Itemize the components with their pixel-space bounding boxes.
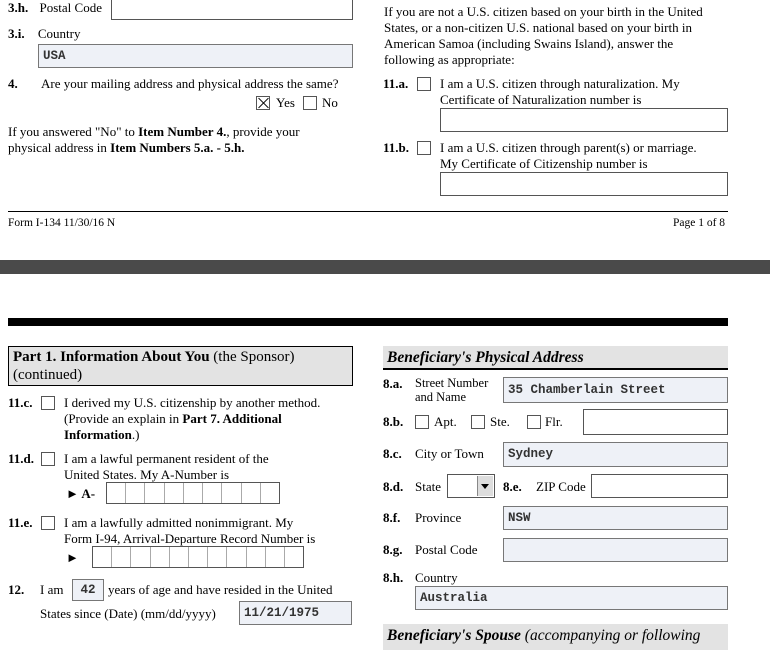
item-11c-text: .)	[131, 427, 140, 442]
item-12-text-line2: States since (Date) (mm/dd/yyyy)	[40, 606, 216, 621]
apt-checkbox[interactable]	[415, 415, 429, 429]
ste-checkbox[interactable]	[471, 415, 485, 429]
question-text: Are your mailing address and physical address the same?	[41, 76, 339, 91]
a-number-prefix: ► A-	[66, 486, 96, 501]
spouse-header-title: Beneficiary's Spouse	[387, 627, 521, 644]
resided-since-date-field[interactable]: 11/21/1975	[239, 601, 352, 625]
page-top-rule	[8, 318, 728, 326]
item-11e-text-line2: Form I-94, Arrival-Departure Record Number is	[64, 531, 316, 546]
street-label-line1: Street Number	[415, 376, 489, 390]
street-label-line2: and Name	[415, 390, 467, 404]
item-11c-text-line3	[64, 427, 139, 443]
item-3h	[8, 0, 102, 16]
citizenship-number-field[interactable]	[440, 172, 728, 196]
item-11c-text: (Provide an explain in	[64, 411, 183, 426]
age-field[interactable]: 42	[72, 579, 104, 601]
citizenship-checkbox[interactable]	[417, 141, 431, 155]
item-number: 8.g.	[383, 542, 403, 557]
spouse-header-subtitle: (accompanying or following	[520, 627, 701, 644]
item-number: 11.c.	[8, 395, 33, 410]
country-field[interactable]: USA	[38, 44, 353, 68]
zip-code-field[interactable]	[591, 474, 728, 498]
postal-code-field[interactable]	[111, 0, 353, 20]
item-number: 8.c.	[383, 446, 402, 461]
note-bold: Item Number 4.	[138, 124, 227, 139]
part-continued: (continued)	[13, 367, 83, 383]
item-11a-text-line1: I am a U.S. citizen through naturalization. My	[440, 76, 680, 91]
part-title: Part 1. Information About You	[13, 349, 210, 365]
instruction-note-line1	[8, 124, 300, 140]
item-12-text-post: years of age and have resided in the United	[108, 582, 333, 597]
beneficiary-country-field[interactable]: Australia	[415, 586, 728, 610]
beneficiary-physical-address-header: Beneficiary's Physical Address	[383, 346, 728, 370]
field-label: Postal Code	[39, 0, 102, 15]
no-label: No	[322, 95, 338, 110]
city-field[interactable]: Sydney	[503, 442, 728, 467]
item-number: 4.	[8, 76, 18, 91]
note-text: , provide your	[226, 124, 300, 139]
item-number: 8.e.	[503, 479, 522, 494]
province-field[interactable]: NSW	[503, 506, 728, 530]
item-number: 3.i.	[8, 26, 25, 41]
dropdown-arrow-icon[interactable]	[477, 476, 493, 496]
item-number: 8.b.	[383, 414, 404, 429]
citizen-intro-line3: American Samoa (including Swains Island), answer the	[384, 36, 674, 51]
form-footer-id: Form I-134 11/30/16 N	[8, 217, 116, 229]
item-3i	[8, 26, 81, 42]
note-bold: Item Numbers 5.a. - 5.h.	[110, 140, 245, 155]
item-number: 12.	[8, 582, 25, 597]
beneficiary-postal-code-field[interactable]	[503, 538, 728, 562]
apt-label: Apt.	[434, 414, 457, 429]
item-number: 8.f.	[383, 510, 401, 525]
item-11d-text-line1: I am a lawful permanent resident of the	[64, 451, 269, 466]
part-subtitle: (the Sponsor)	[209, 349, 295, 365]
page-number: Page 1 of 8	[673, 217, 726, 229]
state-label: State	[415, 479, 441, 494]
item-number: 11.d.	[8, 451, 35, 466]
postal-code-label: Postal Code	[415, 542, 478, 557]
item-number: 3.h.	[8, 0, 29, 15]
nonimmigrant-checkbox[interactable]	[41, 516, 55, 530]
item-11d-text-line2: United States. My A-Number is	[64, 467, 230, 482]
note-text: If you answered "No" to	[8, 124, 139, 139]
derived-citizenship-checkbox[interactable]	[41, 396, 55, 410]
item-4	[8, 76, 338, 92]
instruction-note-line2	[8, 140, 245, 156]
field-label: Country	[37, 26, 81, 41]
item-11c-bold: Information	[64, 427, 132, 442]
citizen-intro-line1: If you are not a U.S. citizen based on your birth in the United	[384, 4, 703, 19]
citizen-intro-line2: States, or a non-citizen U.S. national based on your birth in	[384, 20, 692, 35]
note-text: physical address in	[8, 140, 111, 155]
item-number: 8.h.	[383, 570, 404, 585]
item-number: 11.e.	[8, 515, 33, 530]
item-11a-text-line2: Certificate of Naturalization number is	[440, 92, 642, 107]
item-11c-text-line2	[64, 411, 282, 427]
permanent-resident-checkbox[interactable]	[41, 452, 55, 466]
item-11b-text-line1: I am a U.S. citizen through parent(s) or marriage.	[440, 140, 697, 155]
part-1-header	[8, 346, 353, 386]
i94-number-field[interactable]	[92, 546, 304, 568]
item-11c-bold: Part 7. Additional	[182, 411, 282, 426]
item-11e-text-line1: I am a lawfully admitted nonimmigrant. My	[64, 515, 294, 530]
item-12-text-pre: I am	[40, 582, 64, 597]
province-label: Province	[415, 510, 462, 525]
beneficiary-spouse-header	[383, 624, 728, 650]
i94-prefix: ►	[66, 550, 79, 565]
item-number: 11.b.	[383, 140, 410, 155]
same-address-yes-checkbox[interactable]	[256, 96, 270, 110]
flr-checkbox[interactable]	[527, 415, 541, 429]
a-number-field[interactable]	[106, 482, 280, 504]
page-break-band	[0, 260, 770, 274]
ste-label: Ste.	[490, 414, 510, 429]
naturalization-number-field[interactable]	[440, 108, 728, 132]
zip-label: ZIP Code	[536, 479, 586, 494]
naturalization-checkbox[interactable]	[417, 77, 431, 91]
street-name-field[interactable]: 35 Chamberlain Street	[503, 377, 728, 403]
flr-label: Flr.	[545, 414, 563, 429]
citizen-intro-line4: following as appropriate:	[384, 52, 515, 67]
item-11c-text-line1: I derived my U.S. citizenship by another method.	[64, 395, 321, 410]
item-number: 8.a.	[383, 376, 403, 391]
item-11b-text-line2: My Certificate of Citizenship number is	[440, 156, 648, 171]
same-address-no-checkbox[interactable]	[303, 96, 317, 110]
yes-label: Yes	[276, 95, 295, 110]
state-select[interactable]	[447, 474, 495, 498]
footer-divider	[8, 211, 728, 212]
state-select-value	[448, 477, 452, 491]
unit-number-field[interactable]	[583, 409, 728, 435]
item-number: 8.d.	[383, 479, 404, 494]
country-label: Country	[415, 570, 458, 585]
item-number: 11.a.	[383, 76, 409, 91]
city-label: City or Town	[415, 446, 484, 461]
